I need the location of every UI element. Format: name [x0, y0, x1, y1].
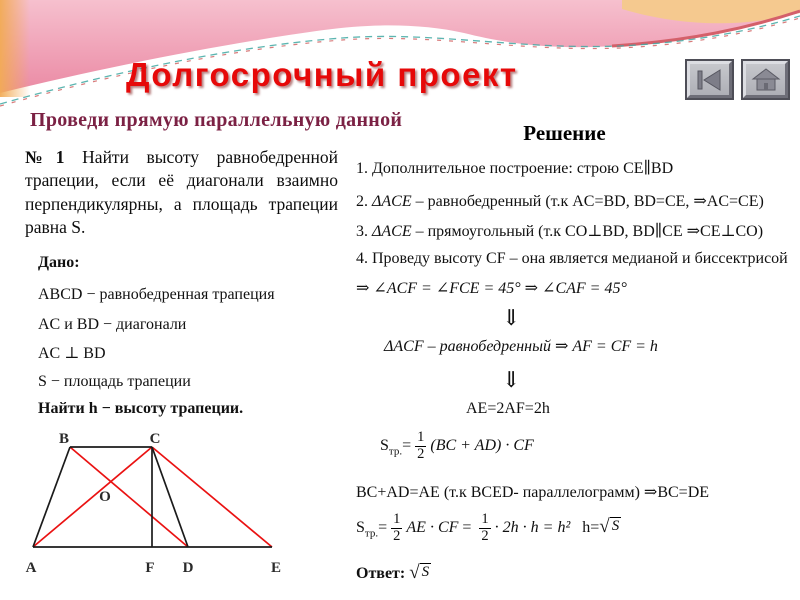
- problem-number: №1: [25, 147, 65, 167]
- vertex-label-c: C: [149, 431, 161, 447]
- implies-down-arrow: ⇓: [502, 367, 521, 392]
- first-slide-button[interactable]: [687, 61, 732, 98]
- problem-text: Найти высоту равнобедренной трапеции, если её диагонали взаимно перпендикулярны, а площадь трапеции равна S.: [25, 147, 338, 237]
- home-icon: [751, 67, 781, 93]
- page-title: Долгосрочный проект: [126, 56, 518, 93]
- solution-formula-result: $S_{тр.}=$ $\frac{1}{2}$ AE · CF = $\frac{1}{2}$ · 2h · h = h² h= √ S: [356, 511, 620, 544]
- first-slide-icon: [695, 68, 725, 92]
- given-heading: Дано:: [38, 254, 80, 271]
- solution-step-1: 1. Дополнительное построение: строю CE∥BD: [356, 160, 674, 177]
- problem-statement: [25, 146, 338, 239]
- solution-step-4: 4. Проведу высоту CF – она является медианой и биссектрисой: [356, 250, 788, 267]
- solution-step-7: AE=2AF=2h: [466, 400, 550, 417]
- vertex-label-a: A: [25, 560, 37, 576]
- implies-down-arrow: ⇓: [502, 305, 521, 330]
- home-button[interactable]: [743, 61, 788, 98]
- solution-step-8: BC+AD=AE (т.к BCED- параллелограмм) ⇒BC=DE: [356, 484, 710, 501]
- solution-formula-area: $S_{тр.}=$ $\frac{1}{2}$ (BC + AD) · CF: [380, 429, 534, 462]
- solution-step-5: ⇒ ∠ACF = ∠FCE = 45° ⇒ ∠CAF = 45°: [356, 280, 627, 297]
- solution-step-2: 2. ΔACE – равнобедренный (т.к AC=BD, BD=CE, ⇒AC=CE): [356, 193, 764, 210]
- vertex-label-e: E: [270, 560, 282, 576]
- vertex-label-o: O: [99, 489, 111, 505]
- trapezoid-figure: [24, 430, 312, 588]
- solution-heading: Решение: [523, 121, 606, 145]
- solution-step-3: 3. ΔACE – прямоугольный (т.к CO⊥BD, BD∥CE ⇒CE⊥CO): [356, 223, 764, 240]
- answer-line: Ответ: √ S: [356, 562, 430, 583]
- vertex-label-f: F: [145, 560, 155, 576]
- given-find: Найти h − высоту трапеции.: [38, 400, 244, 417]
- given-line: ABCD − равнобедренная трапеция: [38, 286, 275, 303]
- vertex-label-b: B: [58, 431, 70, 447]
- given-line: S − площадь трапеции: [38, 373, 191, 390]
- given-line: AC ⊥ BD: [38, 345, 106, 362]
- page-subtitle: Проведи прямую параллельную данной: [30, 109, 403, 131]
- vertex-label-d: D: [182, 560, 194, 576]
- solution-step-6: ΔACF – равнобедренный ⇒ AF = CF = h: [384, 338, 658, 355]
- given-line: AC и BD − диагонали: [38, 316, 187, 333]
